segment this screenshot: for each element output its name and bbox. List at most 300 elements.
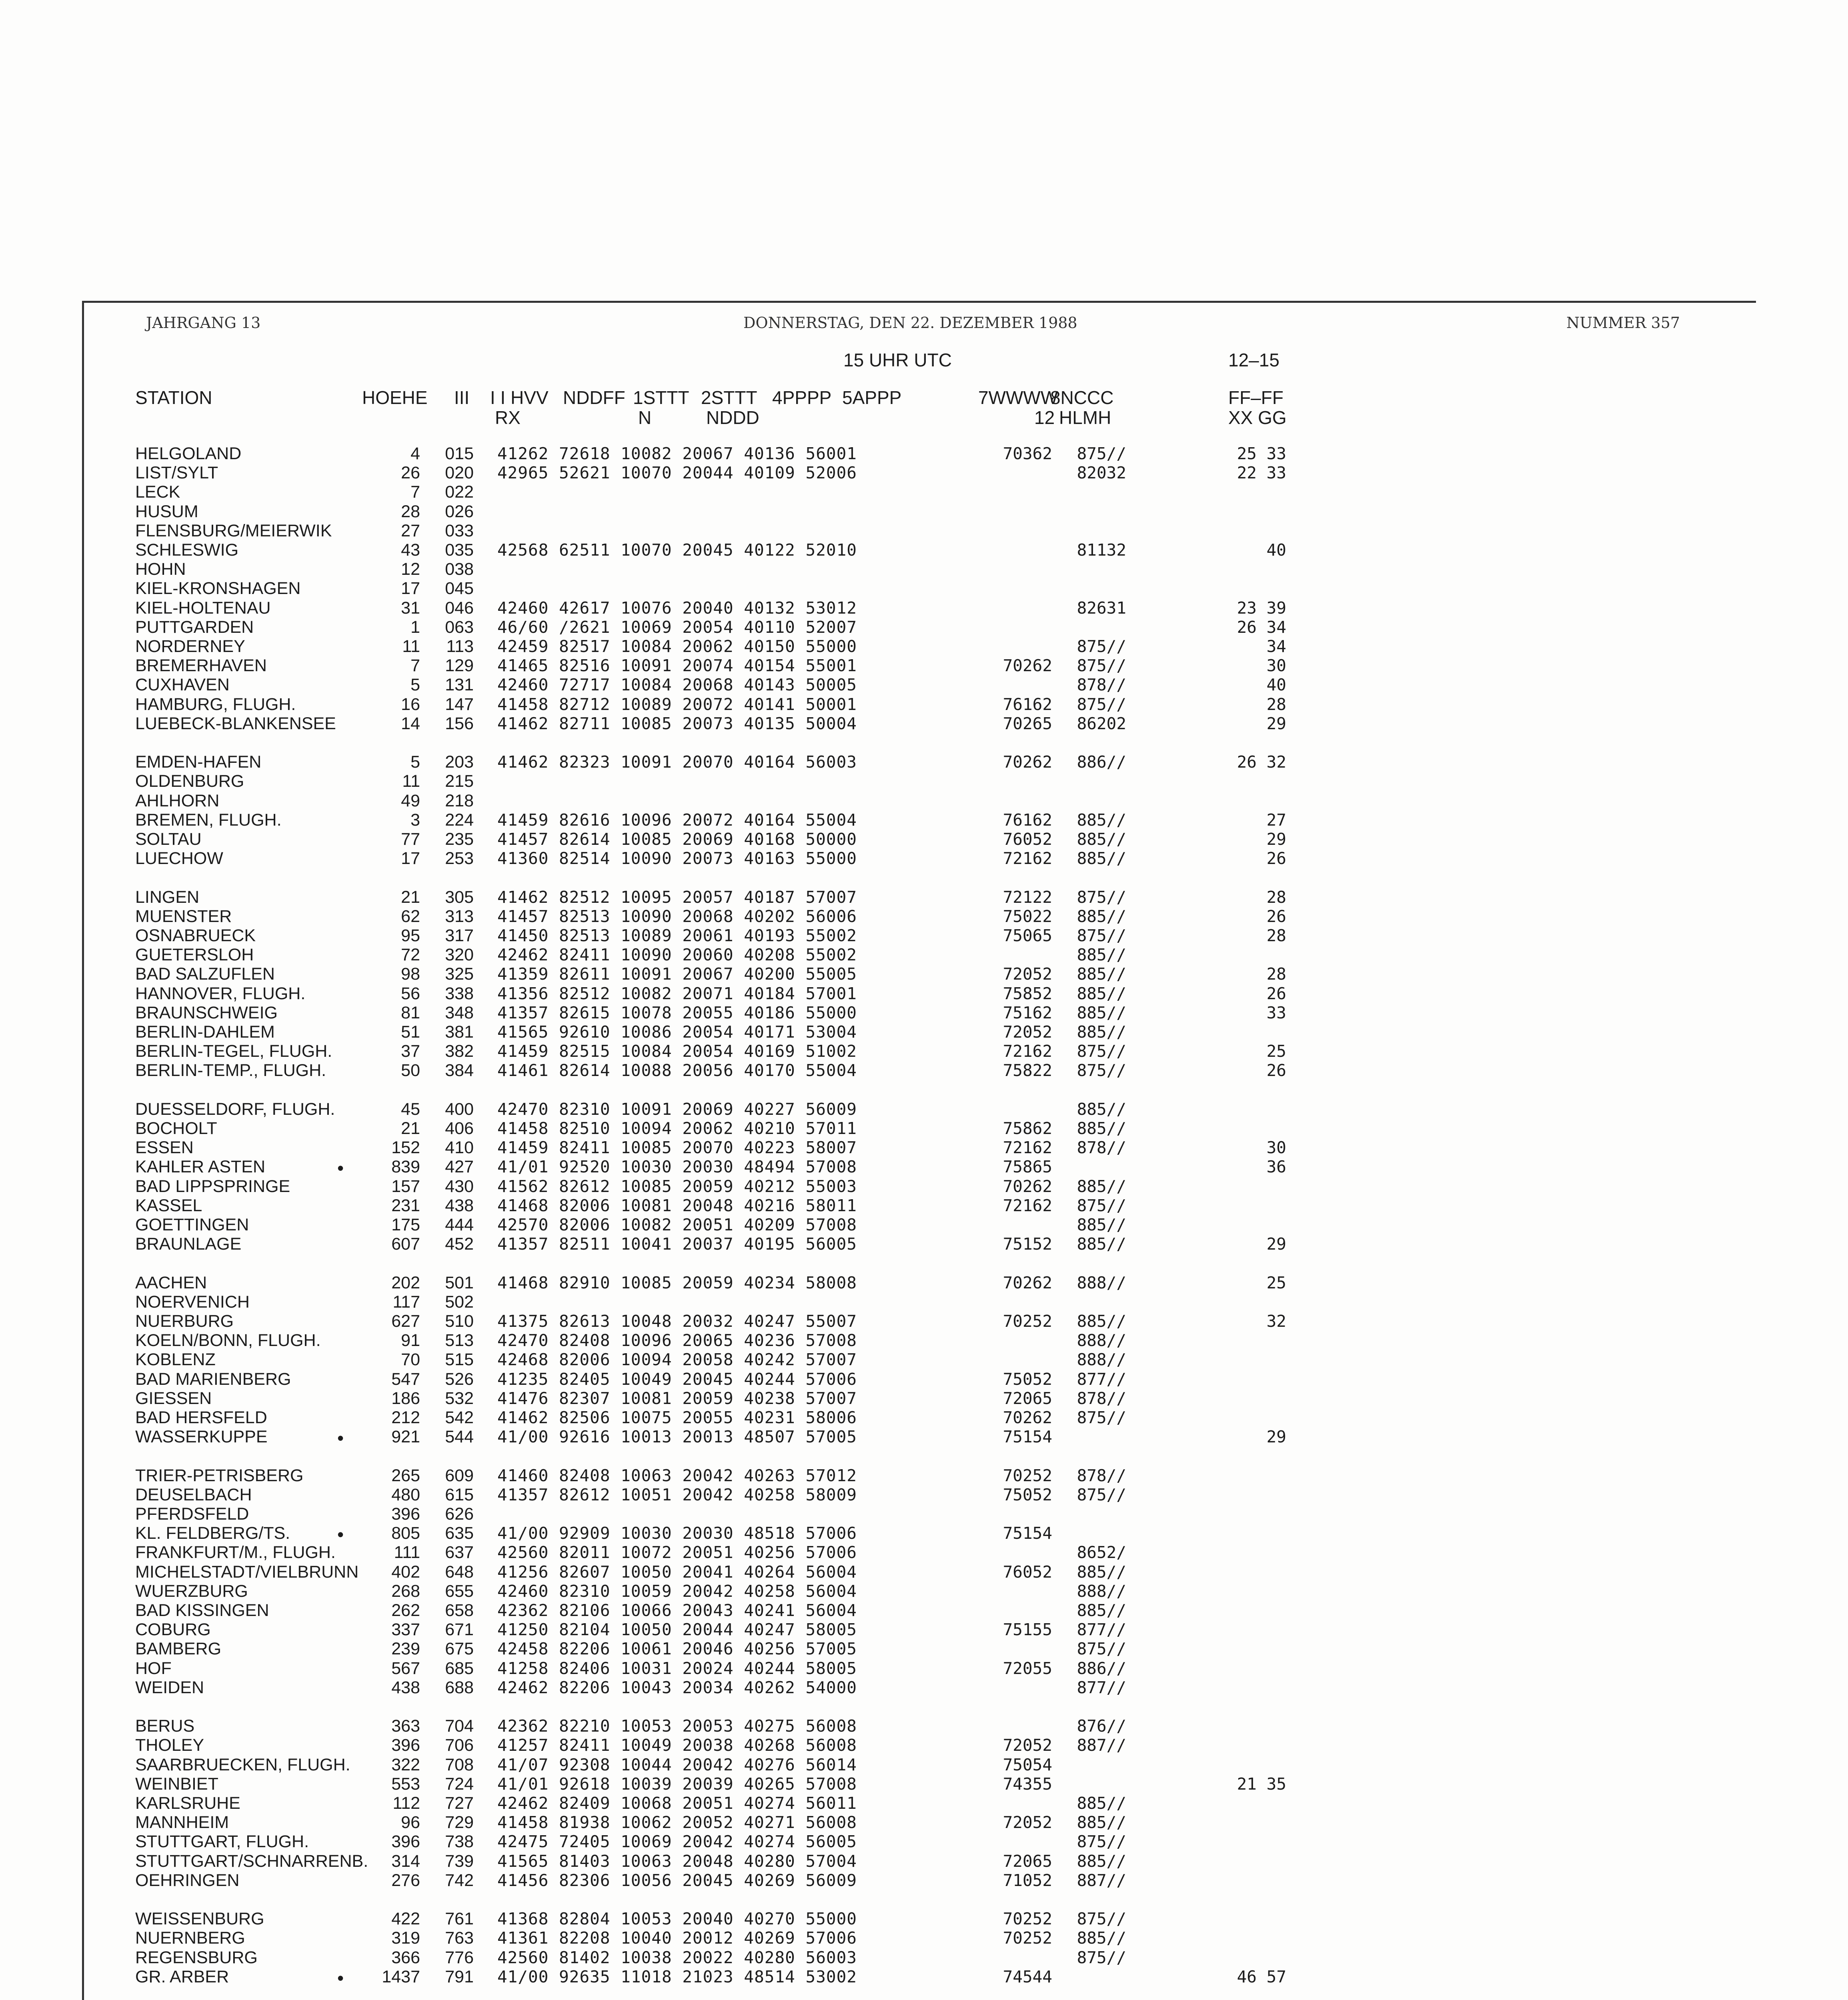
cloud-group: 875//	[1077, 656, 1126, 675]
cloud-group: 878//	[1077, 1138, 1126, 1157]
synop-groups: 42362 82106 10066 20043 40241 56004	[497, 1601, 857, 1620]
station-height: 81	[401, 1003, 420, 1022]
station-height: 186	[391, 1389, 420, 1408]
synop-groups: 41462 82711 10085 20073 40135 50004	[497, 714, 857, 733]
page-volume: JAHRGANG 13	[146, 314, 261, 332]
station-index: 501	[445, 1273, 474, 1292]
station-name: HOHN	[135, 560, 186, 579]
cloud-group: 875//	[1077, 926, 1126, 945]
cloud-group: 885//	[1077, 945, 1126, 964]
station-index: 452	[445, 1234, 474, 1254]
gust-group: 29	[1266, 830, 1286, 849]
station-index: 615	[445, 1485, 474, 1504]
station-name: NOERVENICH	[135, 1292, 250, 1312]
cloud-group: 875//	[1077, 1832, 1126, 1851]
period-range: 12–15	[1228, 350, 1279, 370]
station-name: BOCHOLT	[135, 1119, 217, 1138]
station-height: 26	[401, 463, 420, 482]
cloud-group: 888//	[1077, 1331, 1126, 1350]
col-2sttt: 2STTT	[701, 387, 757, 408]
station-index: 739	[445, 1852, 474, 1871]
station-height: 553	[391, 1774, 420, 1794]
station-height: 319	[391, 1928, 420, 1948]
station-index: 708	[445, 1755, 474, 1774]
synop-groups: 41476 82307 10081 20059 40238 57007	[497, 1389, 857, 1408]
synop-groups: 42462 82411 10090 20060 40208 55002	[497, 945, 857, 964]
weather-group: 75852	[1003, 984, 1052, 1003]
gust-group: 22 33	[1237, 463, 1286, 482]
station-name: KARLSRUHE	[135, 1794, 240, 1813]
gust-group: 25	[1266, 1273, 1286, 1292]
cloud-group: 885//	[1077, 984, 1126, 1003]
station-index: 305	[445, 888, 474, 907]
station-index: 510	[445, 1312, 474, 1331]
station-name: GOETTINGEN	[135, 1215, 249, 1234]
gust-group: 29	[1266, 1427, 1286, 1446]
station-index: 410	[445, 1138, 474, 1157]
weather-group: 72052	[1003, 1813, 1052, 1832]
col-xxgg: XX GG	[1228, 407, 1287, 428]
weather-group: 72052	[1003, 1736, 1052, 1755]
gust-group: 26	[1266, 907, 1286, 926]
station-index: 513	[445, 1331, 474, 1350]
station-index: 406	[445, 1119, 474, 1138]
station-name: BERUS	[135, 1716, 195, 1736]
cloud-group: 875//	[1077, 1408, 1126, 1427]
col-12: 12	[1034, 407, 1055, 428]
station-height: 27	[401, 521, 420, 540]
weather-group: 72055	[1003, 1659, 1052, 1678]
synop-groups: 41565 92610 10086 20054 40171 53004	[497, 1022, 857, 1042]
cloud-group: 875//	[1077, 695, 1126, 714]
gust-group: 40	[1266, 675, 1286, 694]
station-height: 28	[401, 502, 420, 521]
synop-groups: 42468 82006 10094 20058 40242 57007	[497, 1350, 857, 1369]
station-height: 396	[391, 1832, 420, 1851]
gust-group: 32	[1266, 1312, 1286, 1331]
synop-groups: 41458 82712 10089 20072 40141 50001	[497, 695, 857, 714]
weather-group: 72065	[1003, 1852, 1052, 1871]
station-height: 480	[391, 1485, 420, 1504]
station-height: 921	[391, 1427, 420, 1446]
station-height: 402	[391, 1562, 420, 1582]
synop-groups: 41/00 92616 10013 20013 48507 57005	[497, 1427, 857, 1446]
cloud-group: 885//	[1077, 964, 1126, 984]
station-name: HANNOVER, FLUGH.	[135, 984, 306, 1003]
synop-groups: 41/00 92909 10030 20030 48518 57006	[497, 1524, 857, 1543]
station-name: PFERDSFELD	[135, 1504, 249, 1524]
synop-groups: 42362 82210 10053 20053 40275 56008	[497, 1716, 857, 1736]
col-ihvv: I I HVV	[490, 387, 549, 408]
station-height: 21	[401, 1119, 420, 1138]
cloud-group: 875//	[1077, 888, 1126, 907]
station-name: OEHRINGEN	[135, 1871, 240, 1890]
station-index: 438	[445, 1196, 474, 1215]
synop-groups: 46/60 /2621 10069 20054 40110 52007	[497, 618, 857, 637]
station-index: 063	[445, 618, 474, 637]
station-name: NORDERNEY	[135, 637, 245, 656]
station-height: 7	[410, 482, 420, 502]
station-index: 026	[445, 502, 474, 521]
station-height: 11	[402, 772, 420, 791]
weather-group: 75154	[1003, 1524, 1052, 1543]
gust-group: 30	[1266, 656, 1286, 675]
station-height: 1	[410, 618, 420, 637]
station-name: BAD SALZUFLEN	[135, 964, 275, 984]
station-index: 635	[445, 1524, 474, 1543]
synop-groups: 41/01 92520 10030 20030 48494 57008	[497, 1157, 857, 1176]
gust-group: 23 39	[1237, 598, 1286, 618]
synop-groups: 41462 82323 10091 20070 40164 56003	[497, 752, 857, 772]
weather-group: 70252	[1003, 1312, 1052, 1331]
cloud-group: 875//	[1077, 1909, 1126, 1928]
synop-groups: 41361 82208 10040 20012 40269 57006	[497, 1928, 857, 1948]
station-height: 265	[391, 1466, 420, 1485]
station-index: 317	[445, 926, 474, 945]
station-height: 112	[392, 1794, 420, 1813]
station-height: 14	[401, 714, 420, 733]
station-index: 675	[445, 1639, 474, 1658]
cloud-group: 875//	[1077, 1196, 1126, 1215]
cloud-group: 885//	[1077, 907, 1126, 926]
station-index: 156	[445, 714, 474, 733]
station-height: 438	[391, 1678, 420, 1697]
table-frame	[82, 301, 1756, 2000]
station-height: 322	[391, 1755, 420, 1774]
cloud-group: 875//	[1077, 444, 1126, 463]
station-height: 396	[391, 1504, 420, 1524]
weather-group: 76162	[1003, 695, 1052, 714]
station-name: PUTTGARDEN	[135, 618, 254, 637]
weather-group: 75052	[1003, 1485, 1052, 1504]
weather-group: 76162	[1003, 810, 1052, 830]
gust-group: 26 34	[1237, 618, 1286, 637]
station-index: 658	[445, 1601, 474, 1620]
synop-groups: 41375 82613 10048 20032 40247 55007	[497, 1312, 857, 1331]
station-index: 427	[445, 1157, 474, 1176]
gust-group: 28	[1266, 888, 1286, 907]
cloud-group: 877//	[1077, 1370, 1126, 1389]
weather-group: 75155	[1003, 1620, 1052, 1639]
synop-groups: 41/07 92308 10044 20042 40276 56014	[497, 1755, 857, 1774]
weather-group: 75865	[1003, 1157, 1052, 1176]
station-index: 727	[445, 1794, 474, 1813]
station-name: WEISSENBURG	[135, 1909, 264, 1928]
synop-groups: 41359 82611 10091 20067 40200 55005	[497, 964, 857, 984]
col-iii: III	[454, 387, 470, 408]
cloud-group: 875//	[1077, 1639, 1126, 1658]
station-name: SAARBRUECKEN, FLUGH.	[135, 1755, 350, 1774]
synop-groups: 42459 82517 10084 20062 40150 55000	[497, 637, 857, 656]
station-index: 706	[445, 1736, 474, 1755]
station-name: BAD HERSFELD	[135, 1408, 267, 1427]
cloud-group: 885//	[1077, 1601, 1126, 1620]
synop-groups: 41459 82616 10096 20072 40164 55004	[497, 810, 857, 830]
station-height: 77	[401, 830, 420, 849]
station-height: 805	[391, 1524, 420, 1543]
synop-groups: 42462 82206 10043 20034 40262 54000	[497, 1678, 857, 1697]
weather-group: 75862	[1003, 1119, 1052, 1138]
cloud-group: 81132	[1077, 540, 1126, 560]
synop-groups: 42570 82006 10082 20051 40209 57008	[497, 1215, 857, 1234]
station-name: THOLEY	[135, 1736, 204, 1755]
station-height: 31	[401, 598, 420, 618]
station-index: 400	[445, 1100, 474, 1119]
synop-groups: 41257 82411 10049 20038 40268 56008	[497, 1736, 857, 1755]
station-index: 502	[445, 1292, 474, 1312]
station-height: 43	[401, 540, 420, 560]
weather-group: 72162	[1003, 1138, 1052, 1157]
station-index: 637	[445, 1543, 474, 1562]
station-index: 033	[445, 521, 474, 540]
station-name: BREMEN, FLUGH.	[135, 810, 282, 830]
cloud-group: 885//	[1077, 1562, 1126, 1582]
station-height: 422	[391, 1909, 420, 1928]
station-name: NUERNBERG	[135, 1928, 245, 1948]
cloud-group: 82032	[1077, 463, 1126, 482]
station-height: 51	[401, 1022, 420, 1042]
weather-group: 75162	[1003, 1003, 1052, 1022]
synop-groups: 41565 81403 10063 20048 40280 57004	[497, 1852, 857, 1871]
station-name: STUTTGART/SCHNARRENB.	[135, 1852, 368, 1871]
weather-group: 70252	[1003, 1928, 1052, 1948]
synop-groups: 42462 82409 10068 20051 40274 56011	[497, 1794, 857, 1813]
cloud-group: 878//	[1077, 675, 1126, 694]
station-name: KASSEL	[135, 1196, 202, 1215]
station-name: GUETERSLOH	[135, 945, 254, 964]
station-height: 314	[391, 1852, 420, 1871]
station-index: 430	[445, 1177, 474, 1196]
cloud-group: 885//	[1077, 1928, 1126, 1948]
station-height: 70	[401, 1350, 420, 1369]
station-height: 45	[401, 1100, 420, 1119]
station-height: 607	[391, 1234, 420, 1254]
station-height: 17	[401, 579, 420, 598]
cloud-group: 82631	[1077, 598, 1126, 618]
cloud-group: 888//	[1077, 1350, 1126, 1369]
synop-groups: 42560 81402 10038 20022 40280 56003	[497, 1948, 857, 1967]
station-name: LECK	[135, 482, 180, 502]
gust-group: 34	[1266, 637, 1286, 656]
weather-group: 72162	[1003, 1042, 1052, 1061]
station-height: 117	[392, 1292, 420, 1312]
station-index: 215	[445, 772, 474, 791]
synop-groups: 41357 82511 10041 20037 40195 56005	[497, 1234, 857, 1254]
mountain-station-marker: •	[337, 1428, 344, 1448]
station-name: WEINBIET	[135, 1774, 218, 1794]
mountain-station-marker: •	[337, 1158, 344, 1178]
station-index: 313	[445, 907, 474, 926]
gust-group: 40	[1266, 540, 1286, 560]
station-name: BERLIN-DAHLEM	[135, 1022, 275, 1042]
weather-group: 75022	[1003, 907, 1052, 926]
synop-groups: 41250 82104 10050 20044 40247 58005	[497, 1620, 857, 1639]
station-height: 1437	[382, 1967, 420, 1986]
cloud-group: 885//	[1077, 1003, 1126, 1022]
station-height: 49	[401, 791, 420, 810]
cloud-group: 875//	[1077, 1948, 1126, 1967]
gust-group: 26 32	[1237, 752, 1286, 772]
station-height: 62	[401, 907, 420, 926]
station-name: EMDEN-HAFEN	[135, 752, 262, 772]
col-5appp: 5APPP	[842, 387, 902, 408]
weather-group: 72162	[1003, 849, 1052, 868]
station-index: 655	[445, 1582, 474, 1601]
gust-group: 25	[1266, 1042, 1286, 1061]
station-index: 742	[445, 1871, 474, 1890]
station-name: SOLTAU	[135, 830, 202, 849]
station-name: KAHLER ASTEN	[135, 1157, 265, 1176]
station-name: MUENSTER	[135, 907, 232, 926]
station-height: 262	[391, 1601, 420, 1620]
weather-group: 70362	[1003, 444, 1052, 463]
cloud-group: 875//	[1077, 637, 1126, 656]
synop-groups: 42475 72405 10069 20042 40274 56005	[497, 1832, 857, 1851]
station-index: 384	[445, 1061, 474, 1080]
station-name: KIEL-KRONSHAGEN	[135, 579, 301, 598]
station-height: 157	[391, 1177, 420, 1196]
station-name: KOELN/BONN, FLUGH.	[135, 1331, 321, 1350]
mountain-station-marker: •	[337, 1968, 344, 1988]
station-index: 381	[445, 1022, 474, 1042]
cloud-group: 86202	[1077, 714, 1126, 733]
cloud-group: 885//	[1077, 849, 1126, 868]
station-index: 224	[445, 810, 474, 830]
station-index: 685	[445, 1659, 474, 1678]
station-name: HELGOLAND	[135, 444, 242, 463]
gust-group: 28	[1266, 695, 1286, 714]
station-index: 724	[445, 1774, 474, 1794]
gust-group: 28	[1266, 964, 1286, 984]
station-index: 648	[445, 1562, 474, 1582]
station-height: 337	[391, 1620, 420, 1639]
station-name: OLDENBURG	[135, 772, 244, 791]
station-index: 113	[446, 637, 474, 656]
mountain-station-marker: •	[337, 1524, 344, 1545]
station-name: BERLIN-TEGEL, FLUGH.	[135, 1042, 332, 1061]
synop-groups: 42458 82206 10061 20046 40256 57005	[497, 1639, 857, 1658]
station-index: 348	[445, 1003, 474, 1022]
station-index: 325	[445, 964, 474, 984]
station-height: 152	[391, 1138, 420, 1157]
station-name: BAD LIPPSPRINGE	[135, 1177, 290, 1196]
station-index: 129	[445, 656, 474, 675]
station-name: KIEL-HOLTENAU	[135, 598, 271, 618]
station-index: 038	[445, 560, 474, 579]
station-name: DEUSELBACH	[135, 1485, 252, 1504]
station-height: 16	[401, 695, 420, 714]
col-7wwww: 7WWWW	[978, 387, 1058, 408]
station-name: AHLHORN	[135, 791, 220, 810]
station-index: 688	[445, 1678, 474, 1697]
gust-group: 36	[1266, 1157, 1286, 1176]
gust-group: 26	[1266, 984, 1286, 1003]
col-hlmh: HLMH	[1059, 407, 1111, 428]
synop-groups: 41/00 92635 11018 21023 48514 53002	[497, 1967, 857, 1986]
station-height: 98	[401, 964, 420, 984]
station-name: BRAUNLAGE	[135, 1234, 242, 1254]
gust-group: 29	[1266, 714, 1286, 733]
synop-groups: 41468 82006 10081 20048 40216 58011	[497, 1196, 857, 1215]
station-height: 11	[402, 637, 420, 656]
station-name: ESSEN	[135, 1138, 194, 1157]
station-index: 235	[445, 830, 474, 849]
station-index: 738	[445, 1832, 474, 1851]
station-name: MANNHEIM	[135, 1813, 229, 1832]
station-name: MICHELSTADT/VIELBRUNN	[135, 1562, 359, 1582]
station-height: 396	[391, 1736, 420, 1755]
station-height: 231	[391, 1196, 420, 1215]
station-index: 015	[445, 444, 474, 463]
synop-groups: 42460 72717 10084 20068 40143 50005	[497, 675, 857, 694]
cloud-group: 887//	[1077, 1736, 1126, 1755]
station-height: 4	[410, 444, 420, 463]
station-index: 218	[445, 791, 474, 810]
synop-groups: 41468 82910 10085 20059 40234 58008	[497, 1273, 857, 1292]
station-height: 56	[401, 984, 420, 1003]
gust-group: 46 57	[1237, 1967, 1286, 1986]
cloud-group: 885//	[1077, 1022, 1126, 1042]
gust-group: 21 35	[1237, 1774, 1286, 1794]
synop-groups: 42470 82408 10096 20065 40236 57008	[497, 1331, 857, 1350]
station-index: 035	[445, 540, 474, 560]
station-height: 202	[391, 1273, 420, 1292]
station-height: 50	[401, 1061, 420, 1080]
station-index: 338	[445, 984, 474, 1003]
weather-group: 71052	[1003, 1871, 1052, 1890]
station-name: LIST/SYLT	[135, 463, 218, 482]
station-name: REGENSBURG	[135, 1948, 258, 1967]
synop-groups: 42460 82310 10059 20042 40258 56004	[497, 1582, 857, 1601]
station-height: 276	[391, 1871, 420, 1890]
station-index: 609	[445, 1466, 474, 1485]
gust-group: 30	[1266, 1138, 1286, 1157]
station-index: 763	[445, 1928, 474, 1948]
station-height: 72	[401, 945, 420, 964]
station-name: BAD KISSINGEN	[135, 1601, 269, 1620]
synop-groups: 42965 52621 10070 20044 40109 52006	[497, 463, 857, 482]
cloud-group: 885//	[1077, 1119, 1126, 1138]
station-index: 671	[445, 1620, 474, 1639]
cloud-group: 885//	[1077, 830, 1126, 849]
cloud-group: 877//	[1077, 1620, 1126, 1639]
gust-group: 28	[1266, 926, 1286, 945]
station-height: 96	[401, 1813, 420, 1832]
station-name: BRAUNSCHWEIG	[135, 1003, 278, 1022]
cloud-group: 885//	[1077, 810, 1126, 830]
synop-groups: 41360 82514 10090 20073 40163 55000	[497, 849, 857, 868]
weather-group: 74355	[1003, 1774, 1052, 1794]
cloud-group: 886//	[1077, 1659, 1126, 1678]
station-index: 022	[445, 482, 474, 502]
station-height: 627	[391, 1312, 420, 1331]
cloud-group: 886//	[1077, 752, 1126, 772]
weather-group: 70252	[1003, 1909, 1052, 1928]
col-station: STATION	[135, 387, 212, 408]
synop-groups: 41458 81938 10062 20052 40271 56008	[497, 1813, 857, 1832]
station-index: 203	[445, 752, 474, 772]
station-name: KL. FELDBERG/TS.	[135, 1524, 290, 1543]
station-index: 704	[445, 1716, 474, 1736]
weather-group: 70262	[1003, 656, 1052, 675]
synop-groups: 41258 82406 10031 20024 40244 58005	[497, 1659, 857, 1678]
station-height: 175	[391, 1215, 420, 1234]
station-height: 21	[401, 888, 420, 907]
weather-group: 75152	[1003, 1234, 1052, 1254]
station-index: 791	[445, 1967, 474, 1986]
col-rx: RX	[495, 407, 521, 428]
cloud-group: 885//	[1077, 1852, 1126, 1871]
